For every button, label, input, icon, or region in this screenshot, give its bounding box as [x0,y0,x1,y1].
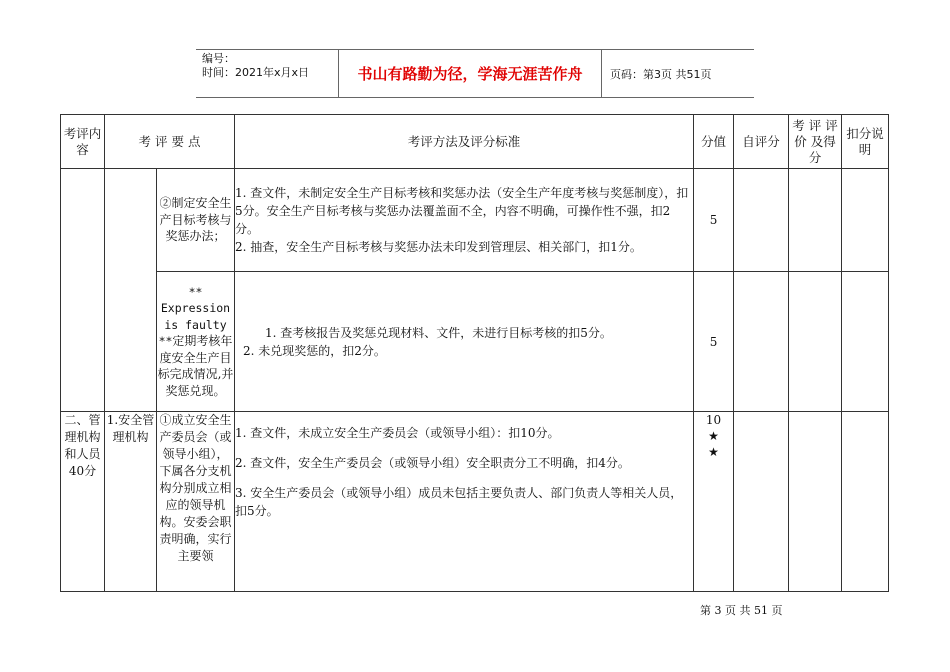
table-row [61,272,889,412]
self-score-cell [734,272,789,412]
score-cell: 5 [694,272,734,412]
time-label: 时间：2021年x月x日 [202,66,310,79]
header-page-code: 页码：第3页 共51页 [610,67,712,81]
expression-error-text: ** Expression is faulty ** [158,284,231,349]
criteria-line: 3. 安全生产委员会（或领导小组）成员未包括主要负责人、部门负责人等相关人员，扣5分。 [235,486,683,518]
self-score-cell [734,169,789,272]
number-label: 编号： [202,52,235,65]
content-cell-empty [61,169,105,412]
point-cell: ①成立安全生产委员会（或领导小组），下属各分支机构分别成立相应的领导机构。安委会职责明确，实行主要领 [157,412,235,592]
star-icon: ★ [708,445,719,459]
point-text: 定期考核年度安全生产目标完成情况,并奖惩兑现。 [157,334,234,398]
col-header-eval: 考 评 评 价 及得分 [789,115,842,169]
self-score-cell [734,412,789,592]
deduct-cell [842,169,889,272]
page-footer: 第 3 页 共 51 页 [700,604,783,617]
criteria-line: 1. 查考核报告及奖惩兑现材料、文件，未进行目标考核的扣5分。 [265,325,612,340]
col-header-content: 考评内容 [61,115,105,169]
col-header-self: 自评分 [734,115,789,169]
criteria-line: 2. 未兑现奖惩的，扣2分。 [243,343,386,358]
criteria-cell [235,412,694,592]
point-cell: ②制定安全生产目标考核与奖惩办法； [157,169,235,272]
header-motto: 书山有路勤为径，学海无涯苦作舟 [339,50,602,97]
col-header-deduct: 扣分说明 [842,115,889,169]
score-cell: 5 [694,169,734,272]
table-header-row [61,115,889,169]
col-header-method: 考评方法及评分标准 [235,115,694,169]
table-row [61,169,889,272]
col-header-points: 考 评 要 点 [105,115,235,169]
point-cell [157,272,235,412]
col-header-score: 分值 [694,115,734,169]
criteria-line: 1. 查文件，未成立安全生产委员会（或领导小组）：扣10分。 [235,426,560,440]
criteria-line: 1. 查文件，未制定安全生产目标考核和奖惩办法（安全生产年度考核与奖惩制度），扣5分。安全生产目标考核与奖惩办法覆盖面不全，内容不明确，可操作性不强，扣2分。 [235,186,689,236]
table-row [61,412,889,592]
subitem-cell-empty [105,169,157,412]
document-header [196,49,754,98]
deduct-cell [842,412,889,592]
criteria-line: 2. 抽查，安全生产目标考核与奖惩办法未印发到管理层、相关部门，扣1分。 [235,240,642,254]
header-meta [196,50,339,97]
criteria-line: 2. 查文件，安全生产委员会（或领导小组）安全职责分工不明确，扣4分。 [235,456,630,470]
score-value: 10 [705,413,722,427]
deduct-cell [842,272,889,412]
evaluation-table [60,114,889,592]
eval-cell [789,169,842,272]
criteria-cell [235,272,694,412]
eval-cell [789,272,842,412]
criteria-cell [235,169,694,272]
eval-cell [789,412,842,592]
star-icon: ★ [708,429,719,443]
content-cell: 二、管理机构和人员40分 [61,412,105,592]
subitem-cell: 1.安全管理机构 [105,412,157,592]
score-cell [694,412,734,592]
